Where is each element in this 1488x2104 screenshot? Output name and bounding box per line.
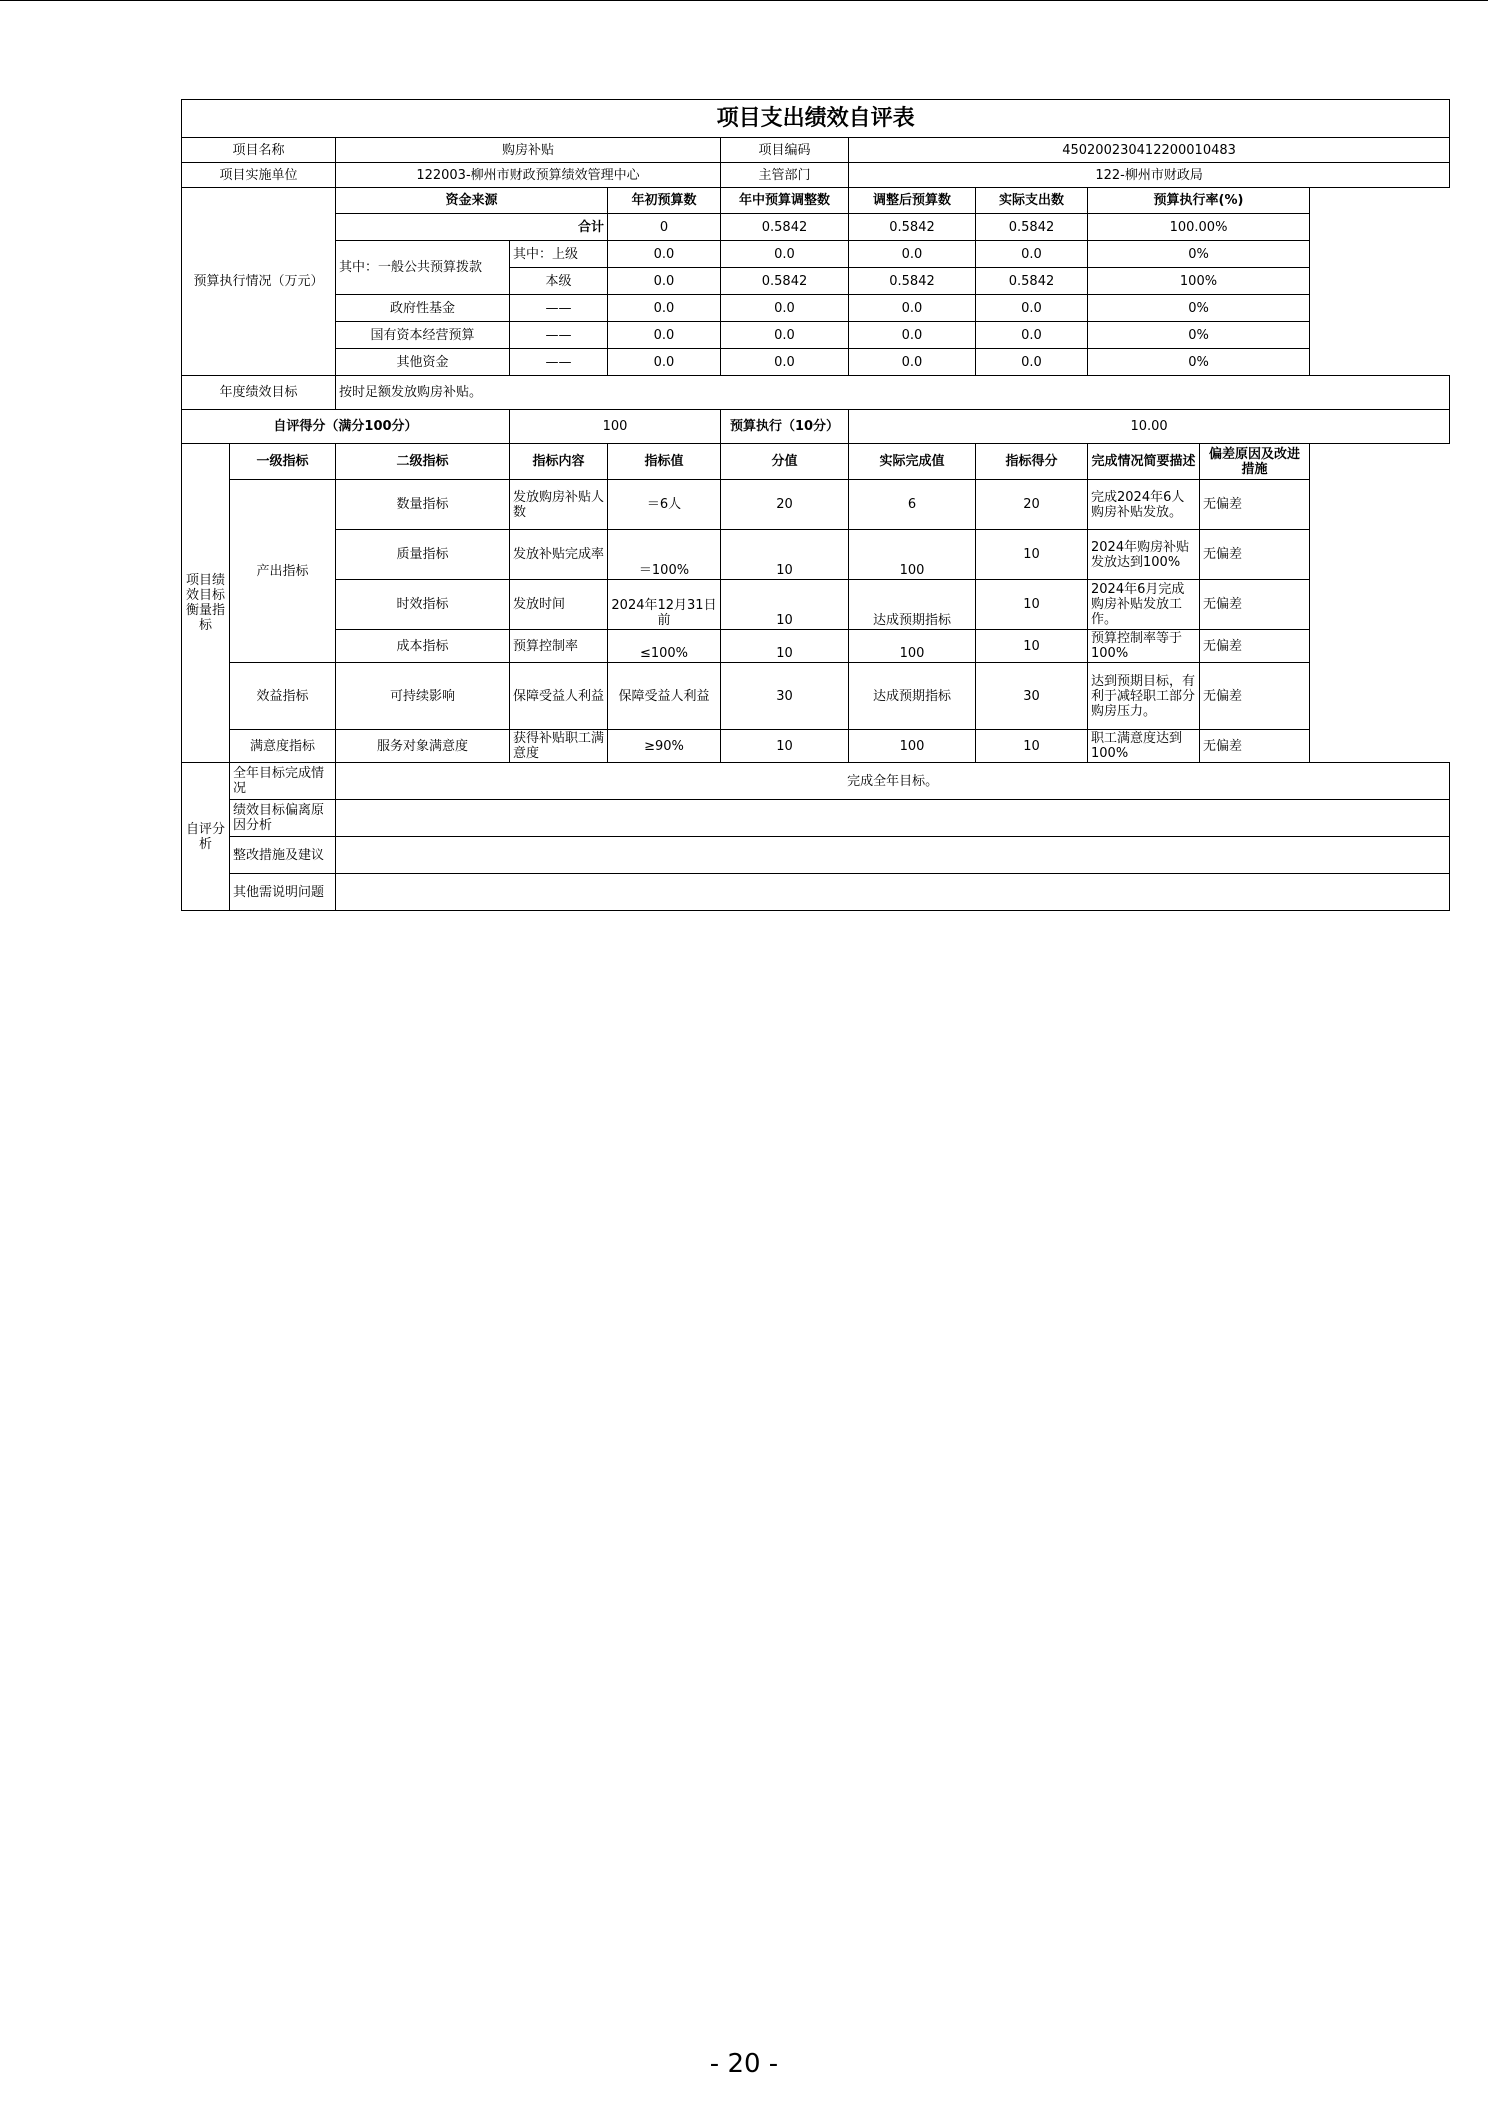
indicator-weight: 10 bbox=[721, 580, 849, 630]
fund-source-value: 0.0 bbox=[608, 349, 721, 376]
indicator-score: 30 bbox=[976, 663, 1088, 730]
indicator-deviation: 无偏差 bbox=[1200, 663, 1310, 730]
indicator-header: 实际完成值 bbox=[849, 444, 976, 480]
budget-total-value: 0.5842 bbox=[976, 214, 1088, 241]
budget-header-initial: 年初预算数 bbox=[608, 188, 721, 214]
general-upper-value: 0.0 bbox=[721, 241, 849, 268]
indicator-score: 10 bbox=[976, 630, 1088, 663]
fund-source-rate: 0% bbox=[1088, 349, 1310, 376]
fund-source-value: 0.0 bbox=[608, 322, 721, 349]
fund-source-value: 0.0 bbox=[608, 295, 721, 322]
budget-header-source: 资金来源 bbox=[336, 188, 608, 214]
indicator-weight: 10 bbox=[721, 530, 849, 580]
project-code-value: 450200230412200010483 bbox=[849, 138, 1450, 163]
indicator-content: 获得补贴职工满意度 bbox=[510, 730, 608, 763]
indicator-target: ≥90% bbox=[608, 730, 721, 763]
analysis-item-label: 绩效目标偏离原因分析 bbox=[230, 800, 336, 837]
indicator-weight: 10 bbox=[721, 630, 849, 663]
fund-source-rate: 0% bbox=[1088, 295, 1310, 322]
fund-source-label: 政府性基金 bbox=[336, 295, 510, 322]
project-name-label: 项目名称 bbox=[182, 138, 336, 163]
budget-total-value: 0 bbox=[608, 214, 721, 241]
indicator-weight: 20 bbox=[721, 480, 849, 530]
table-row bbox=[182, 349, 1450, 376]
indicator-score: 10 bbox=[976, 730, 1088, 763]
indicator-actual: 6 bbox=[849, 480, 976, 530]
indicator-actual: 达成预期指标 bbox=[849, 580, 976, 630]
analysis-item-label: 全年目标完成情况 bbox=[230, 763, 336, 800]
budget-header-adjustment: 年中预算调整数 bbox=[721, 188, 849, 214]
indicator-content: 保障受益人利益 bbox=[510, 663, 608, 730]
indicator-description: 完成2024年6人购房补贴发放。 bbox=[1088, 480, 1200, 530]
table-row bbox=[182, 630, 1450, 663]
fund-source-value: 0.0 bbox=[976, 295, 1088, 322]
table-row bbox=[182, 444, 1450, 480]
indicator-description: 职工满意度达到100% bbox=[1088, 730, 1200, 763]
table-row bbox=[182, 295, 1450, 322]
indicator-section-label: 项目绩效目标衡量指标 bbox=[182, 444, 230, 763]
budget-exec-score-value: 10.00 bbox=[849, 410, 1450, 444]
self-score-label: 自评得分（满分100分） bbox=[182, 410, 510, 444]
level1-indicator: 满意度指标 bbox=[230, 730, 336, 763]
indicator-target: ≤100% bbox=[608, 630, 721, 663]
level1-indicator: 产出指标 bbox=[230, 480, 336, 663]
implementing-unit-label: 项目实施单位 bbox=[182, 163, 336, 188]
level1-indicator: 效益指标 bbox=[230, 663, 336, 730]
table-row bbox=[182, 837, 1450, 874]
indicator-header: 二级指标 bbox=[336, 444, 510, 480]
budget-total-label: 合计 bbox=[336, 214, 608, 241]
project-name-value: 购房补贴 bbox=[336, 138, 721, 163]
analysis-item-value bbox=[336, 800, 1450, 837]
table-row bbox=[182, 663, 1450, 730]
indicator-deviation: 无偏差 bbox=[1200, 630, 1310, 663]
budget-total-rate: 100.00% bbox=[1088, 214, 1310, 241]
general-local-value: 0.5842 bbox=[976, 268, 1088, 295]
table-row bbox=[182, 730, 1450, 763]
general-upper-value: 0.0 bbox=[976, 241, 1088, 268]
indicator-description: 2024年6月完成购房补贴发放工作。 bbox=[1088, 580, 1200, 630]
table-row bbox=[182, 322, 1450, 349]
level2-indicator: 数量指标 bbox=[336, 480, 510, 530]
indicator-header: 完成情况简要描述 bbox=[1088, 444, 1200, 480]
table-row bbox=[182, 214, 1450, 241]
indicator-actual: 100 bbox=[849, 730, 976, 763]
indicator-actual: 100 bbox=[849, 530, 976, 580]
indicator-header: 偏差原因及改进措施 bbox=[1200, 444, 1310, 480]
fund-source-dash: —— bbox=[510, 322, 608, 349]
indicator-score: 10 bbox=[976, 530, 1088, 580]
table-row bbox=[182, 580, 1450, 630]
fund-source-rate: 0% bbox=[1088, 322, 1310, 349]
indicator-actual: 100 bbox=[849, 630, 976, 663]
level2-indicator: 成本指标 bbox=[336, 630, 510, 663]
fund-source-value: 0.0 bbox=[849, 322, 976, 349]
indicator-header: 指标内容 bbox=[510, 444, 608, 480]
budget-total-value: 0.5842 bbox=[721, 214, 849, 241]
indicator-description: 预算控制率等于100% bbox=[1088, 630, 1200, 663]
analysis-item-label: 整改措施及建议 bbox=[230, 837, 336, 874]
table-row bbox=[182, 800, 1450, 837]
general-upper-rate: 0% bbox=[1088, 241, 1310, 268]
indicator-header: 分值 bbox=[721, 444, 849, 480]
indicator-deviation: 无偏差 bbox=[1200, 580, 1310, 630]
fund-source-dash: —— bbox=[510, 295, 608, 322]
fund-source-value: 0.0 bbox=[849, 295, 976, 322]
level2-indicator: 可持续影响 bbox=[336, 663, 510, 730]
table-row bbox=[182, 138, 1450, 163]
indicator-header: 指标得分 bbox=[976, 444, 1088, 480]
indicator-target: 2024年12月31日前 bbox=[608, 580, 721, 630]
indicator-score: 10 bbox=[976, 580, 1088, 630]
analysis-item-value: 完成全年目标。 bbox=[336, 763, 1450, 800]
annual-goal-value: 按时足额发放购房补贴。 bbox=[336, 376, 1450, 410]
indicator-target: 保障受益人利益 bbox=[608, 663, 721, 730]
table-row bbox=[182, 763, 1450, 800]
self-score-value: 100 bbox=[510, 410, 721, 444]
level2-indicator: 服务对象满意度 bbox=[336, 730, 510, 763]
fund-source-label: 其他资金 bbox=[336, 349, 510, 376]
indicator-header: 指标值 bbox=[608, 444, 721, 480]
implementing-unit-value: 122003-柳州市财政预算绩效管理中心 bbox=[336, 163, 721, 188]
indicator-target: ＝6人 bbox=[608, 480, 721, 530]
indicator-actual: 达成预期指标 bbox=[849, 663, 976, 730]
table-row bbox=[182, 480, 1450, 530]
indicator-description: 达到预期目标，有利于减轻职工部分购房压力。 bbox=[1088, 663, 1200, 730]
indicator-deviation: 无偏差 bbox=[1200, 530, 1310, 580]
general-local-value: 0.5842 bbox=[721, 268, 849, 295]
indicator-header: 一级指标 bbox=[230, 444, 336, 480]
indicator-content: 发放购房补贴人数 bbox=[510, 480, 608, 530]
indicator-target: ＝100% bbox=[608, 530, 721, 580]
indicator-content: 发放补贴完成率 bbox=[510, 530, 608, 580]
budget-header-adjusted: 调整后预算数 bbox=[849, 188, 976, 214]
table-row bbox=[182, 874, 1450, 911]
general-upper-label: 其中：上级 bbox=[510, 241, 608, 268]
table-row bbox=[182, 100, 1450, 138]
table-title: 项目支出绩效自评表 bbox=[182, 100, 1450, 138]
budget-total-value: 0.5842 bbox=[849, 214, 976, 241]
indicator-content: 发放时间 bbox=[510, 580, 608, 630]
indicator-deviation: 无偏差 bbox=[1200, 480, 1310, 530]
performance-self-evaluation-table bbox=[181, 99, 1450, 911]
analysis-item-label: 其他需说明问题 bbox=[230, 874, 336, 911]
general-local-label: 本级 bbox=[510, 268, 608, 295]
project-code-label: 项目编码 bbox=[721, 138, 849, 163]
table-row bbox=[182, 376, 1450, 410]
fund-source-value: 0.0 bbox=[849, 349, 976, 376]
indicator-weight: 10 bbox=[721, 730, 849, 763]
general-upper-value: 0.0 bbox=[608, 241, 721, 268]
table-row bbox=[182, 163, 1450, 188]
fund-source-value: 0.0 bbox=[976, 322, 1088, 349]
analysis-item-value bbox=[336, 837, 1450, 874]
budget-header-actual: 实际支出数 bbox=[976, 188, 1088, 214]
fund-source-value: 0.0 bbox=[721, 322, 849, 349]
indicator-description: 2024年购房补贴发放达到100% bbox=[1088, 530, 1200, 580]
indicator-deviation: 无偏差 bbox=[1200, 730, 1310, 763]
general-budget-label: 其中：一般公共预算拨款 bbox=[336, 241, 510, 295]
page-number: - 20 - bbox=[709, 2049, 779, 2079]
annual-goal-label: 年度绩效目标 bbox=[182, 376, 336, 410]
general-upper-value: 0.0 bbox=[849, 241, 976, 268]
level2-indicator: 时效指标 bbox=[336, 580, 510, 630]
table-row bbox=[182, 188, 1450, 214]
general-local-rate: 100% bbox=[1088, 268, 1310, 295]
table-row bbox=[182, 241, 1450, 268]
fund-source-value: 0.0 bbox=[721, 295, 849, 322]
fund-source-value: 0.0 bbox=[976, 349, 1088, 376]
fund-source-label: 国有资本经营预算 bbox=[336, 322, 510, 349]
budget-section-label: 预算执行情况（万元） bbox=[182, 188, 336, 376]
general-local-value: 0.0 bbox=[608, 268, 721, 295]
budget-header-rate: 预算执行率(%) bbox=[1088, 188, 1310, 214]
budget-exec-score-label: 预算执行（10分） bbox=[721, 410, 849, 444]
table-row bbox=[182, 410, 1450, 444]
analysis-item-value bbox=[336, 874, 1450, 911]
fund-source-value: 0.0 bbox=[721, 349, 849, 376]
indicator-score: 20 bbox=[976, 480, 1088, 530]
fund-source-dash: —— bbox=[510, 349, 608, 376]
indicator-weight: 30 bbox=[721, 663, 849, 730]
table-row bbox=[182, 530, 1450, 580]
analysis-section-label: 自评分析 bbox=[182, 763, 230, 911]
department-label: 主管部门 bbox=[721, 163, 849, 188]
level2-indicator: 质量指标 bbox=[336, 530, 510, 580]
indicator-content: 预算控制率 bbox=[510, 630, 608, 663]
department-value: 122-柳州市财政局 bbox=[849, 163, 1450, 188]
general-local-value: 0.5842 bbox=[849, 268, 976, 295]
